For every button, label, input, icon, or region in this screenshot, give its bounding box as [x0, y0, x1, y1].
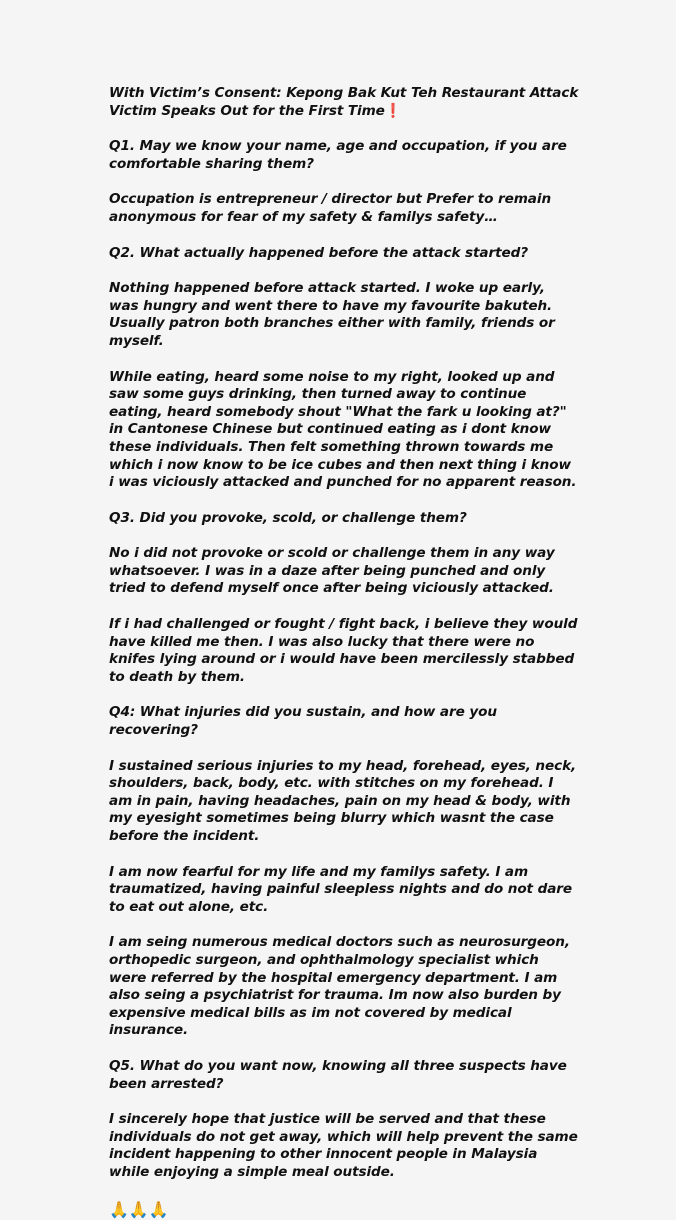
- statement-document: [109, 85, 579, 1220]
- answer-4-paragraph-3: I am seing numerous medical doctors such as neurosurgeon, orthopedic surgeon, and ophthalmology specialist which were referred by the hospital emergency department. I am also seing a psychiatrist for trauma. Im now also burden by expensive medical bills as im not covered by medical insurance.: [109, 934, 570, 1039]
- answer-4-paragraph-1: I sustained serious injuries to my head, forehead, eyes, neck, shoulders, back, body, etc. with stitches on my forehead. I am in pain, having headaches, pain on my head & body, with my eyesight sometimes being blurry which wasnt the case before the incident.: [109, 757, 577, 844]
- answer-2-paragraph-2: While eating, heard some noise to my right, looked up and saw some guys drinking, then turned away to continue eating, heard somebody shout "What the fark u looking at?" in Cantonese Chinese but continued eating as i dont know these individuals. Then felt something thrown towards me which i now know to be ice cubes and then next thing i know i was viciously attacked and punched for no apparent reason.: [109, 368, 577, 491]
- question-3: Q3. Did you provoke, scold, or challenge them?: [109, 509, 467, 526]
- title-text: With Victim’s Consent: Kepong Bak Kut Teh Restaurant Attack Victim Speaks Out for the First Time: [109, 85, 579, 119]
- statement-title: [109, 85, 579, 120]
- answer-5: I sincerely hope that justice will be served and that these individuals do not get away, which will help prevent the same incident happening to other innocent people in Malaysia while enjoying a simple meal outside.: [109, 1111, 578, 1180]
- answer-3-paragraph-2: If i had challenged or fought / fight back, i believe they would have killed me then. I was also lucky that there were no knifes lying around or i would have been mercilessly stabbed to death by them.: [109, 616, 578, 685]
- praying-hands-icon: 🙏🙏🙏: [109, 1199, 169, 1219]
- question-4: Q4: What injuries did you sustain, and how are you recovering?: [109, 704, 497, 739]
- answer-1: Occupation is entrepreneur / director but Prefer to remain anonymous for fear of my safety & familys safety…: [109, 191, 552, 225]
- answer-2-paragraph-1: Nothing happened before attack started. I woke up early, was hungry and went there to have my favourite bakuteh. Usually patron both branches either with family, friends or myself.: [109, 280, 555, 349]
- answer-3-paragraph-1: No i did not provoke or scold or challenge them in any way whatsoever. I was in a daze after being punched and only tried to defend myself once after being viciously attacked.: [109, 545, 555, 597]
- question-2: Q2. What actually happened before the attack started?: [109, 244, 529, 261]
- exclamation-icon: ❗: [384, 102, 402, 119]
- question-1: Q1. May we know your name, age and occupation, if you are comfortable sharing them?: [109, 138, 567, 172]
- answer-4-paragraph-2: I am now fearful for my life and my familys safety. I am traumatized, having painful sleepless nights and do not dare to eat out alone, etc.: [109, 863, 573, 915]
- question-5: Q5. What do you want now, knowing all three suspects have been arrested?: [109, 1057, 567, 1092]
